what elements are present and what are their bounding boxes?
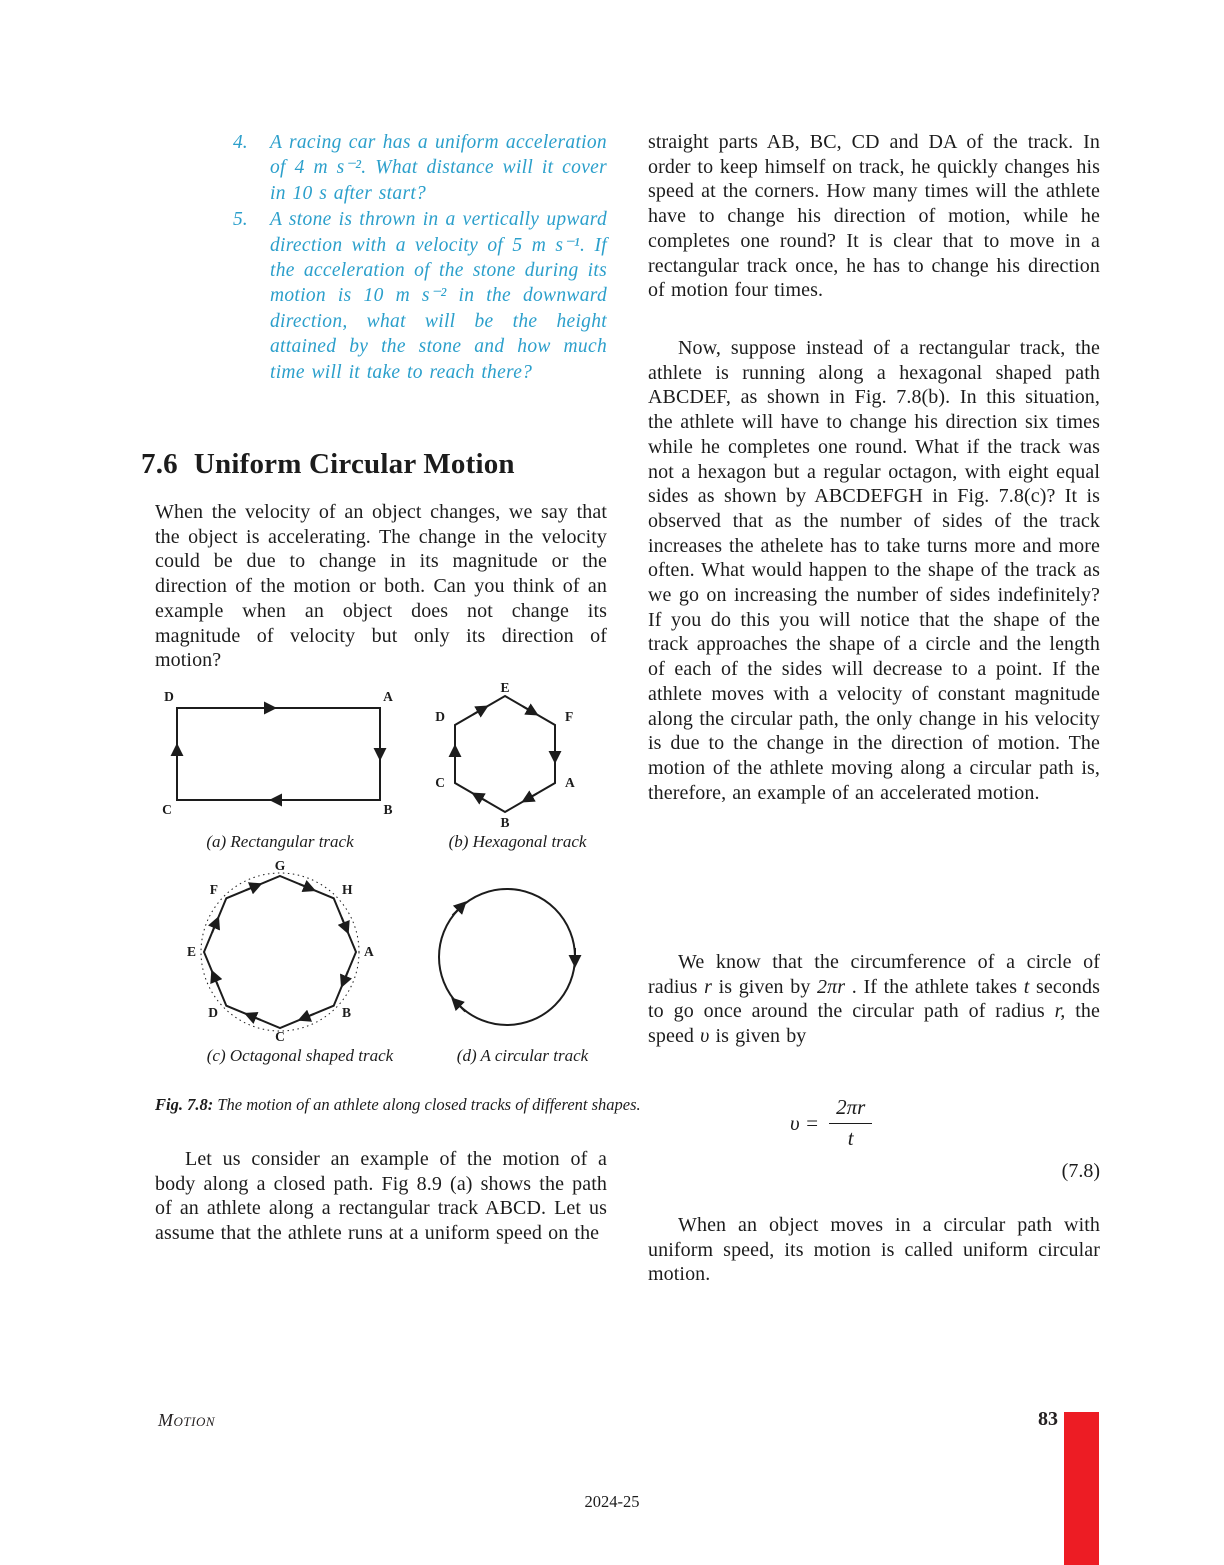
vertex-label-d: D bbox=[435, 709, 445, 724]
vertex-label-e: E bbox=[186, 944, 196, 959]
paragraph-circumference: We know that the circumference of a circle of radius r is given by 2πr . If the athlete takes t seconds to go once around the circular path of radius r, the speed υ is given by bbox=[648, 951, 1100, 1048]
section-title: Uniform Circular Motion bbox=[193, 448, 515, 480]
question-text: A stone is thrown in a vertically upward direction with a velocity of 5 m s⁻¹. If the acceleration of the stone during its motion is 10 m s⁻² in the downward direction, what will be the height attained by the stone and how much time will it take to reach there? bbox=[270, 209, 607, 383]
vertex-label-d: D bbox=[208, 1005, 218, 1020]
exercise-questions bbox=[155, 130, 607, 386]
caption-hexagonal-track: (b) Hexagonal track bbox=[448, 832, 587, 851]
vertex-label-a: A bbox=[565, 775, 575, 790]
vertex-label-a: A bbox=[383, 689, 393, 704]
rectangular-track-diagram bbox=[162, 689, 393, 817]
equation-number: (7.8) bbox=[1061, 1160, 1100, 1182]
vertex-label-g: G bbox=[274, 860, 286, 873]
equation-denominator: t bbox=[847, 1126, 854, 1150]
question-item-5 bbox=[155, 207, 607, 385]
vertex-label-f: F bbox=[209, 882, 218, 897]
caption-octagonal-track: (c) Octagonal shaped track bbox=[206, 1046, 394, 1065]
section-number: 7.6 bbox=[141, 448, 178, 480]
footer-chapter-title: Motion bbox=[158, 1410, 216, 1430]
question-text: A racing car has a uniform acceleration of 4 m s⁻². What distance will it cover in 10 s after start? bbox=[270, 132, 607, 204]
paragraph-velocity-change: When the velocity of an object changes, we say that the object is accelerating. The change in the velocity could be due to change in its magnitude or the direction of the motion or both. Can you think of an example when an object does not change its magnitude of velocity but only its direction of motion? bbox=[155, 501, 607, 672]
figure-octagonal-and-circular-track bbox=[155, 860, 610, 1042]
vertex-label-b: B bbox=[500, 815, 510, 830]
equation-lhs: υ = bbox=[790, 1110, 820, 1135]
footer-year: 2024-25 bbox=[584, 1492, 640, 1511]
question-number: 4. bbox=[233, 132, 248, 153]
vertex-label-d: D bbox=[164, 689, 174, 704]
figure-caption-text: The motion of an athlete along closed tracks of different shapes. bbox=[217, 1095, 641, 1114]
vertex-label-c: C bbox=[275, 1029, 285, 1042]
figure-rectangular-and-hexagonal-track bbox=[155, 683, 610, 831]
paragraph-hexagonal-octagonal: Now, suppose instead of a rectangular track, the athlete is running along a hexagonal shaped path ABCDEF, as shown in Fig. 7.8(b). In this situation, the athlete will have to change his direction six times while he completes one round. What if the track was not a hexagon but a regular octagon, with eight equal sides as shown by ABCDEFGH in Fig. 7.8(c)? It is observed that as the number of sides of the track increases the athelete has to take turns more and more often. What would happen to the shape of the track as we go on increasing the number of sides indefinitely? If you do this you will notice that the shape of the track approaches the shape of a circle and the length of each of the sides will decrease to a point. If the athlete moves with a velocity of constant magnitude along the circular path, the only change in his velocity is due to the change in the direction of motion. The motion of the athlete moving along a circular path is, therefore, an example of an accelerated motion. bbox=[648, 337, 1100, 804]
circular-track-diagram bbox=[439, 889, 575, 1025]
paragraph-straight-parts: straight parts AB, BC, CD and DA of the track. In order to keep himself on track, he quickly changes his speed at the corners. How many times will the athlete have to change his direction of motion, while he completes one round? It is clear that to move in a rectangular track once, he has to change his direction of motion four times. bbox=[648, 131, 1100, 302]
octagonal-track-diagram bbox=[187, 860, 374, 1042]
equation-numerator: 2πr bbox=[829, 1095, 872, 1124]
question-item-4 bbox=[155, 130, 607, 206]
vertex-label-e: E bbox=[500, 683, 510, 695]
caption-circular-track: (d) A circular track bbox=[456, 1046, 589, 1065]
vertex-label-f: F bbox=[565, 709, 574, 724]
vertex-label-b: B bbox=[342, 1005, 352, 1020]
figure-7-8-caption bbox=[155, 1094, 700, 1115]
vertex-label-c: C bbox=[162, 802, 172, 817]
page-number: 83 bbox=[1038, 1408, 1058, 1430]
vertex-label-c: C bbox=[435, 775, 445, 790]
page-edge-red-bar bbox=[1064, 1412, 1099, 1565]
hexagonal-track-diagram bbox=[435, 683, 575, 830]
question-number: 5. bbox=[233, 209, 248, 231]
vertex-label-a: A bbox=[364, 944, 374, 959]
figure-caption-label: Fig. 7.8: bbox=[155, 1095, 214, 1114]
caption-rectangular-track: (a) Rectangular track bbox=[206, 832, 354, 851]
section-heading bbox=[141, 448, 515, 481]
caption-row-2 bbox=[155, 1046, 610, 1070]
vertex-label-b: B bbox=[383, 802, 393, 817]
caption-row-1 bbox=[155, 832, 610, 856]
equation-7-8 bbox=[790, 1095, 872, 1151]
vertex-label-h: H bbox=[342, 882, 353, 897]
paragraph-uniform-circular-motion: When an object moves in a circular path with uniform speed, its motion is called uniform circular motion. bbox=[648, 1214, 1100, 1286]
paragraph-closed-path: Let us consider an example of the motion of a body along a closed path. Fig 8.9 (a) shows the path of an athlete along a rectangular track ABCD. Let us assume that the athlete runs at a uniform speed on the bbox=[155, 1148, 607, 1245]
equation-fraction bbox=[829, 1095, 872, 1151]
